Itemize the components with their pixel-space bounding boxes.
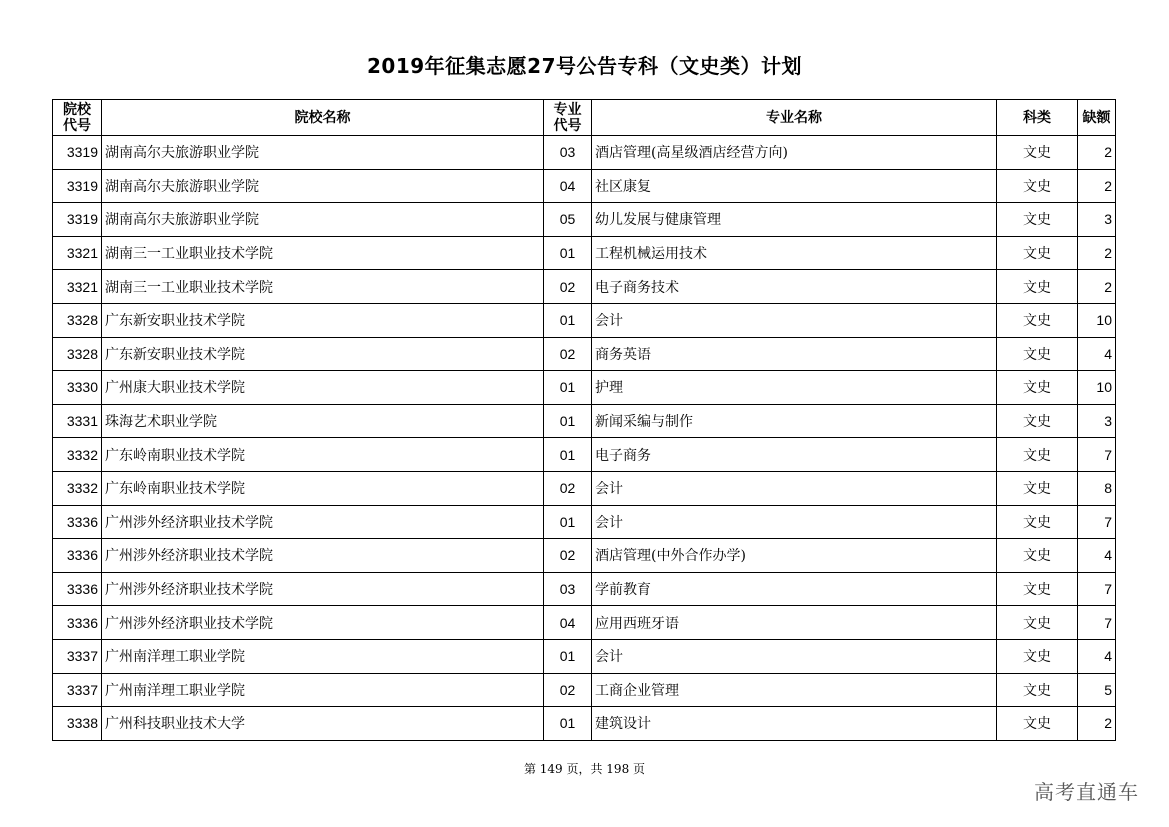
cell-major-code: 01	[544, 371, 592, 405]
cell-vacancies: 3	[1078, 203, 1116, 237]
cell-vacancies: 7	[1078, 572, 1116, 606]
table-row	[53, 303, 1116, 337]
cell-vacancies: 8	[1078, 471, 1116, 505]
header-major-code-line2: 代号	[553, 117, 582, 134]
table-row	[53, 471, 1116, 505]
cell-school-code: 3336	[53, 539, 102, 573]
cell-vacancies: 4	[1078, 337, 1116, 371]
cell-major-code: 03	[544, 572, 592, 606]
cell-category: 文史	[997, 606, 1078, 640]
cell-school-code: 3337	[53, 639, 102, 673]
table-row	[53, 606, 1116, 640]
header-vacancies: 缺额	[1078, 100, 1116, 136]
cell-major-name: 学前教育	[592, 572, 997, 606]
cell-school-code: 3336	[53, 606, 102, 640]
header-major-code	[544, 100, 592, 136]
cell-vacancies: 7	[1078, 505, 1116, 539]
cell-category: 文史	[997, 471, 1078, 505]
cell-school-name: 湖南高尔夫旅游职业学院	[102, 136, 544, 170]
cell-major-name: 工商企业管理	[592, 673, 997, 707]
cell-category: 文史	[997, 136, 1078, 170]
cell-category: 文史	[997, 438, 1078, 472]
cell-school-code: 3332	[53, 471, 102, 505]
cell-school-code: 3321	[53, 270, 102, 304]
cell-major-name: 新闻采编与制作	[592, 404, 997, 438]
cell-major-name: 护理	[592, 371, 997, 405]
cell-category: 文史	[997, 673, 1078, 707]
cell-school-name: 广州涉外经济职业技术学院	[102, 572, 544, 606]
cell-school-code: 3328	[53, 337, 102, 371]
cell-major-name: 会计	[592, 303, 997, 337]
cell-vacancies: 5	[1078, 673, 1116, 707]
cell-school-name: 广东岭南职业技术学院	[102, 471, 544, 505]
cell-vacancies: 7	[1078, 438, 1116, 472]
table-row	[53, 505, 1116, 539]
table-row	[53, 337, 1116, 371]
cell-major-name: 商务英语	[592, 337, 997, 371]
cell-major-code: 01	[544, 707, 592, 741]
table-row	[53, 438, 1116, 472]
cell-major-code: 01	[544, 505, 592, 539]
cell-category: 文史	[997, 337, 1078, 371]
cell-school-code: 3319	[53, 169, 102, 203]
header-category: 科类	[997, 100, 1078, 136]
cell-category: 文史	[997, 169, 1078, 203]
cell-major-code: 02	[544, 337, 592, 371]
cell-category: 文史	[997, 572, 1078, 606]
cell-major-name: 工程机械运用技术	[592, 236, 997, 270]
cell-major-code: 01	[544, 236, 592, 270]
cell-major-name: 酒店管理(高星级酒店经营方向)	[592, 136, 997, 170]
cell-major-code: 01	[544, 303, 592, 337]
cell-school-name: 广州南洋理工职业学院	[102, 639, 544, 673]
cell-school-code: 3331	[53, 404, 102, 438]
cell-category: 文史	[997, 236, 1078, 270]
cell-school-name: 广东新安职业技术学院	[102, 337, 544, 371]
header-major-name: 专业名称	[592, 100, 997, 136]
table-row	[53, 203, 1116, 237]
header-school-code-line1: 院校	[63, 101, 91, 118]
cell-major-code: 05	[544, 203, 592, 237]
cell-category: 文史	[997, 639, 1078, 673]
table-row	[53, 136, 1116, 170]
cell-vacancies: 2	[1078, 707, 1116, 741]
cell-major-code: 01	[544, 639, 592, 673]
cell-major-name: 会计	[592, 471, 997, 505]
cell-school-name: 广州南洋理工职业学院	[102, 673, 544, 707]
cell-school-name: 湖南高尔夫旅游职业学院	[102, 203, 544, 237]
cell-major-name: 会计	[592, 639, 997, 673]
table-row	[53, 707, 1116, 741]
cell-category: 文史	[997, 707, 1078, 741]
cell-major-code: 01	[544, 404, 592, 438]
document-title: 2019年征集志愿27号公告专科（文史类）计划	[367, 54, 802, 78]
cell-major-name: 电子商务	[592, 438, 997, 472]
table-row	[53, 270, 1116, 304]
cell-vacancies: 2	[1078, 136, 1116, 170]
cell-school-name: 湖南三一工业职业技术学院	[102, 236, 544, 270]
cell-category: 文史	[997, 539, 1078, 573]
table-row	[53, 572, 1116, 606]
cell-vacancies: 4	[1078, 639, 1116, 673]
cell-major-name: 建筑设计	[592, 707, 997, 741]
cell-school-code: 3337	[53, 673, 102, 707]
table-row	[53, 673, 1116, 707]
cell-major-name: 会计	[592, 505, 997, 539]
cell-major-code: 02	[544, 539, 592, 573]
table-header-row	[53, 100, 1116, 136]
table-row	[53, 169, 1116, 203]
header-school-code	[53, 100, 102, 136]
cell-school-code: 3321	[53, 236, 102, 270]
cell-school-name: 湖南三一工业职业技术学院	[102, 270, 544, 304]
cell-school-code: 3319	[53, 136, 102, 170]
table-row	[53, 236, 1116, 270]
cell-school-code: 3338	[53, 707, 102, 741]
enrollment-plan-table	[52, 99, 1116, 741]
header-school-code-line2: 代号	[63, 117, 91, 134]
table-row	[53, 539, 1116, 573]
cell-vacancies: 4	[1078, 539, 1116, 573]
cell-school-name: 广州涉外经济职业技术学院	[102, 539, 544, 573]
cell-school-code: 3336	[53, 572, 102, 606]
table-row	[53, 639, 1116, 673]
cell-vacancies: 2	[1078, 169, 1116, 203]
cell-major-code: 04	[544, 169, 592, 203]
cell-school-code: 3319	[53, 203, 102, 237]
cell-school-name: 广东新安职业技术学院	[102, 303, 544, 337]
cell-category: 文史	[997, 303, 1078, 337]
cell-major-name: 幼儿发展与健康管理	[592, 203, 997, 237]
cell-major-name: 电子商务技术	[592, 270, 997, 304]
cell-school-name: 珠海艺术职业学院	[102, 404, 544, 438]
cell-vacancies: 10	[1078, 371, 1116, 405]
cell-school-name: 广州科技职业技术大学	[102, 707, 544, 741]
cell-vacancies: 2	[1078, 236, 1116, 270]
cell-vacancies: 2	[1078, 270, 1116, 304]
cell-vacancies: 10	[1078, 303, 1116, 337]
table-row	[53, 371, 1116, 405]
cell-school-code: 3328	[53, 303, 102, 337]
cell-major-name: 酒店管理(中外合作办学)	[592, 539, 997, 573]
cell-category: 文史	[997, 270, 1078, 304]
table-row	[53, 404, 1116, 438]
header-major-code-line1: 专业	[553, 101, 582, 118]
cell-school-code: 3330	[53, 371, 102, 405]
cell-major-name: 社区康复	[592, 169, 997, 203]
cell-vacancies: 7	[1078, 606, 1116, 640]
cell-school-name: 广州涉外经济职业技术学院	[102, 606, 544, 640]
cell-category: 文史	[997, 371, 1078, 405]
cell-major-code: 03	[544, 136, 592, 170]
cell-major-code: 02	[544, 673, 592, 707]
cell-school-name: 广州涉外经济职业技术学院	[102, 505, 544, 539]
cell-category: 文史	[997, 404, 1078, 438]
cell-major-code: 01	[544, 438, 592, 472]
cell-school-name: 广东岭南职业技术学院	[102, 438, 544, 472]
cell-major-name: 应用西班牙语	[592, 606, 997, 640]
cell-major-code: 02	[544, 270, 592, 304]
cell-vacancies: 3	[1078, 404, 1116, 438]
header-school-name: 院校名称	[102, 100, 544, 136]
page-number: 第 149 页，共 198 页	[523, 762, 646, 776]
cell-major-code: 04	[544, 606, 592, 640]
cell-school-name: 广州康大职业技术学院	[102, 371, 544, 405]
cell-major-code: 02	[544, 471, 592, 505]
cell-category: 文史	[997, 505, 1078, 539]
cell-school-code: 3336	[53, 505, 102, 539]
cell-school-name: 湖南高尔夫旅游职业学院	[102, 169, 544, 203]
cell-school-code: 3332	[53, 438, 102, 472]
watermark-text: 高考直通车	[1034, 780, 1139, 804]
cell-category: 文史	[997, 203, 1078, 237]
